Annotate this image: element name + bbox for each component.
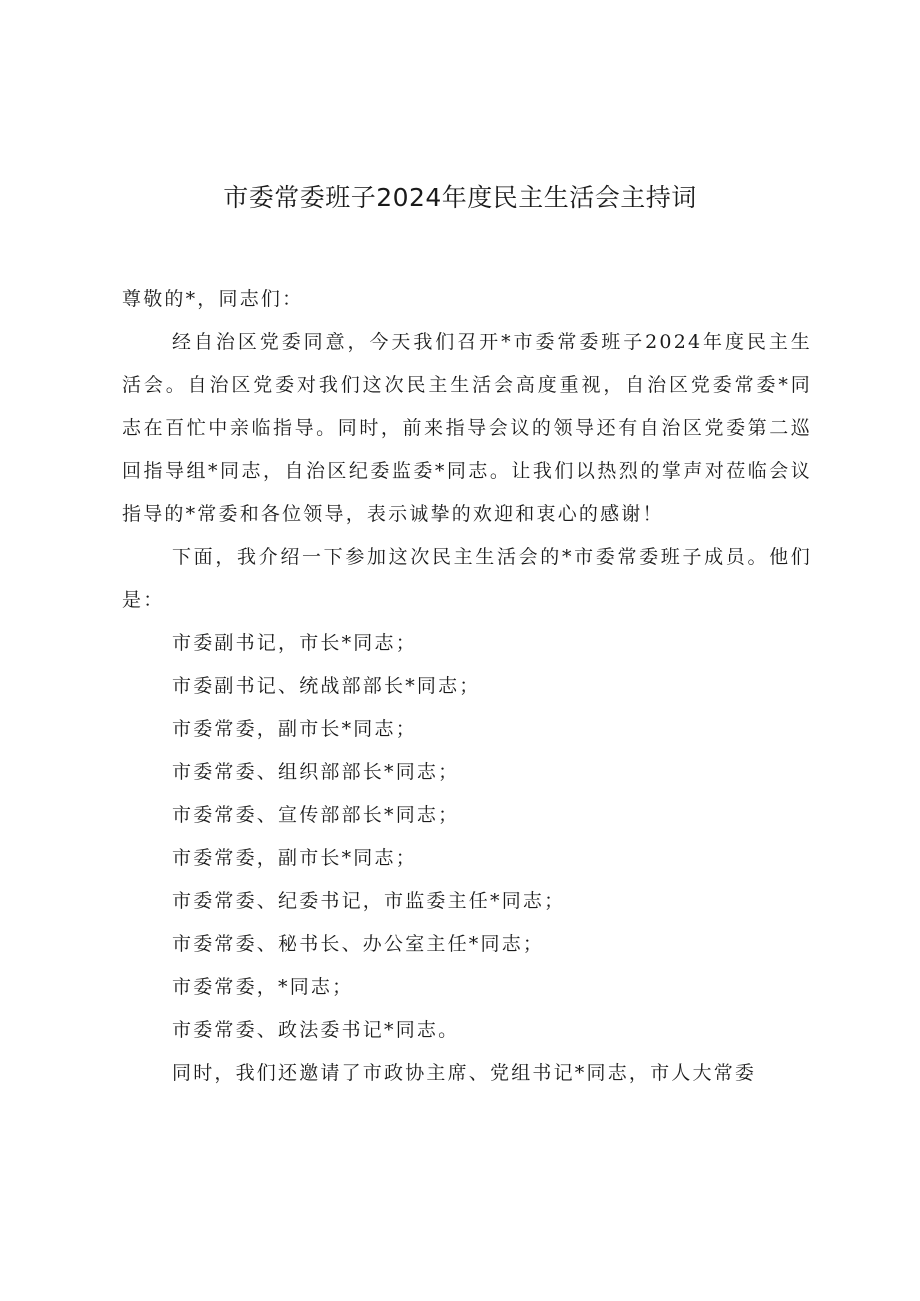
salutation: 尊敬的*，同志们： (122, 288, 304, 310)
member-item: 市委副书记，市长*同志； (172, 632, 417, 654)
member-item: 市委常委，副市长*同志； (172, 718, 417, 740)
member-list (122, 622, 812, 1052)
document-body (122, 278, 812, 1095)
member-item: 市委常委、纪委书记，市监委主任*同志； (172, 890, 566, 912)
member-item: 市委常委、组织部部长*同志； (172, 761, 460, 783)
paragraph-opening: 经自治区党委同意，今天我们召开*市委常委班子2024年度民主生活会。自治区党委对我们这次民主生活会高度重视，自治区党委常委*同志在百忙中亲临指导。同时，前来指导会议的领导还有自治区党委第二巡回指导组*同志，自治区纪委监委*同志。让我们以热烈的掌声对莅临会议指导的*常委和各位领导，表示诚挚的欢迎和衷心的感谢！ (122, 331, 812, 525)
member-item: 市委常委、政法委书记*同志。 (172, 1019, 460, 1041)
document-title: 市委常委班子2024年度民主生活会主持词 (223, 183, 697, 212)
member-item: 市委副书记、统战部部长*同志； (172, 675, 481, 697)
member-item: 市委常委，*同志； (172, 976, 354, 998)
member-item: 市委常委，副市长*同志； (172, 847, 417, 869)
member-item: 市委常委、秘书长、办公室主任*同志； (172, 933, 545, 955)
paragraph-introduction: 下面，我介绍一下参加这次民主生活会的*市委常委班子成员。他们是： (122, 546, 812, 611)
member-item: 市委常委、宣传部部长*同志； (172, 804, 460, 826)
paragraph-invited-guests: 同时，我们还邀请了市政协主席、党组书记*同志，市人大常委 (172, 1062, 757, 1084)
